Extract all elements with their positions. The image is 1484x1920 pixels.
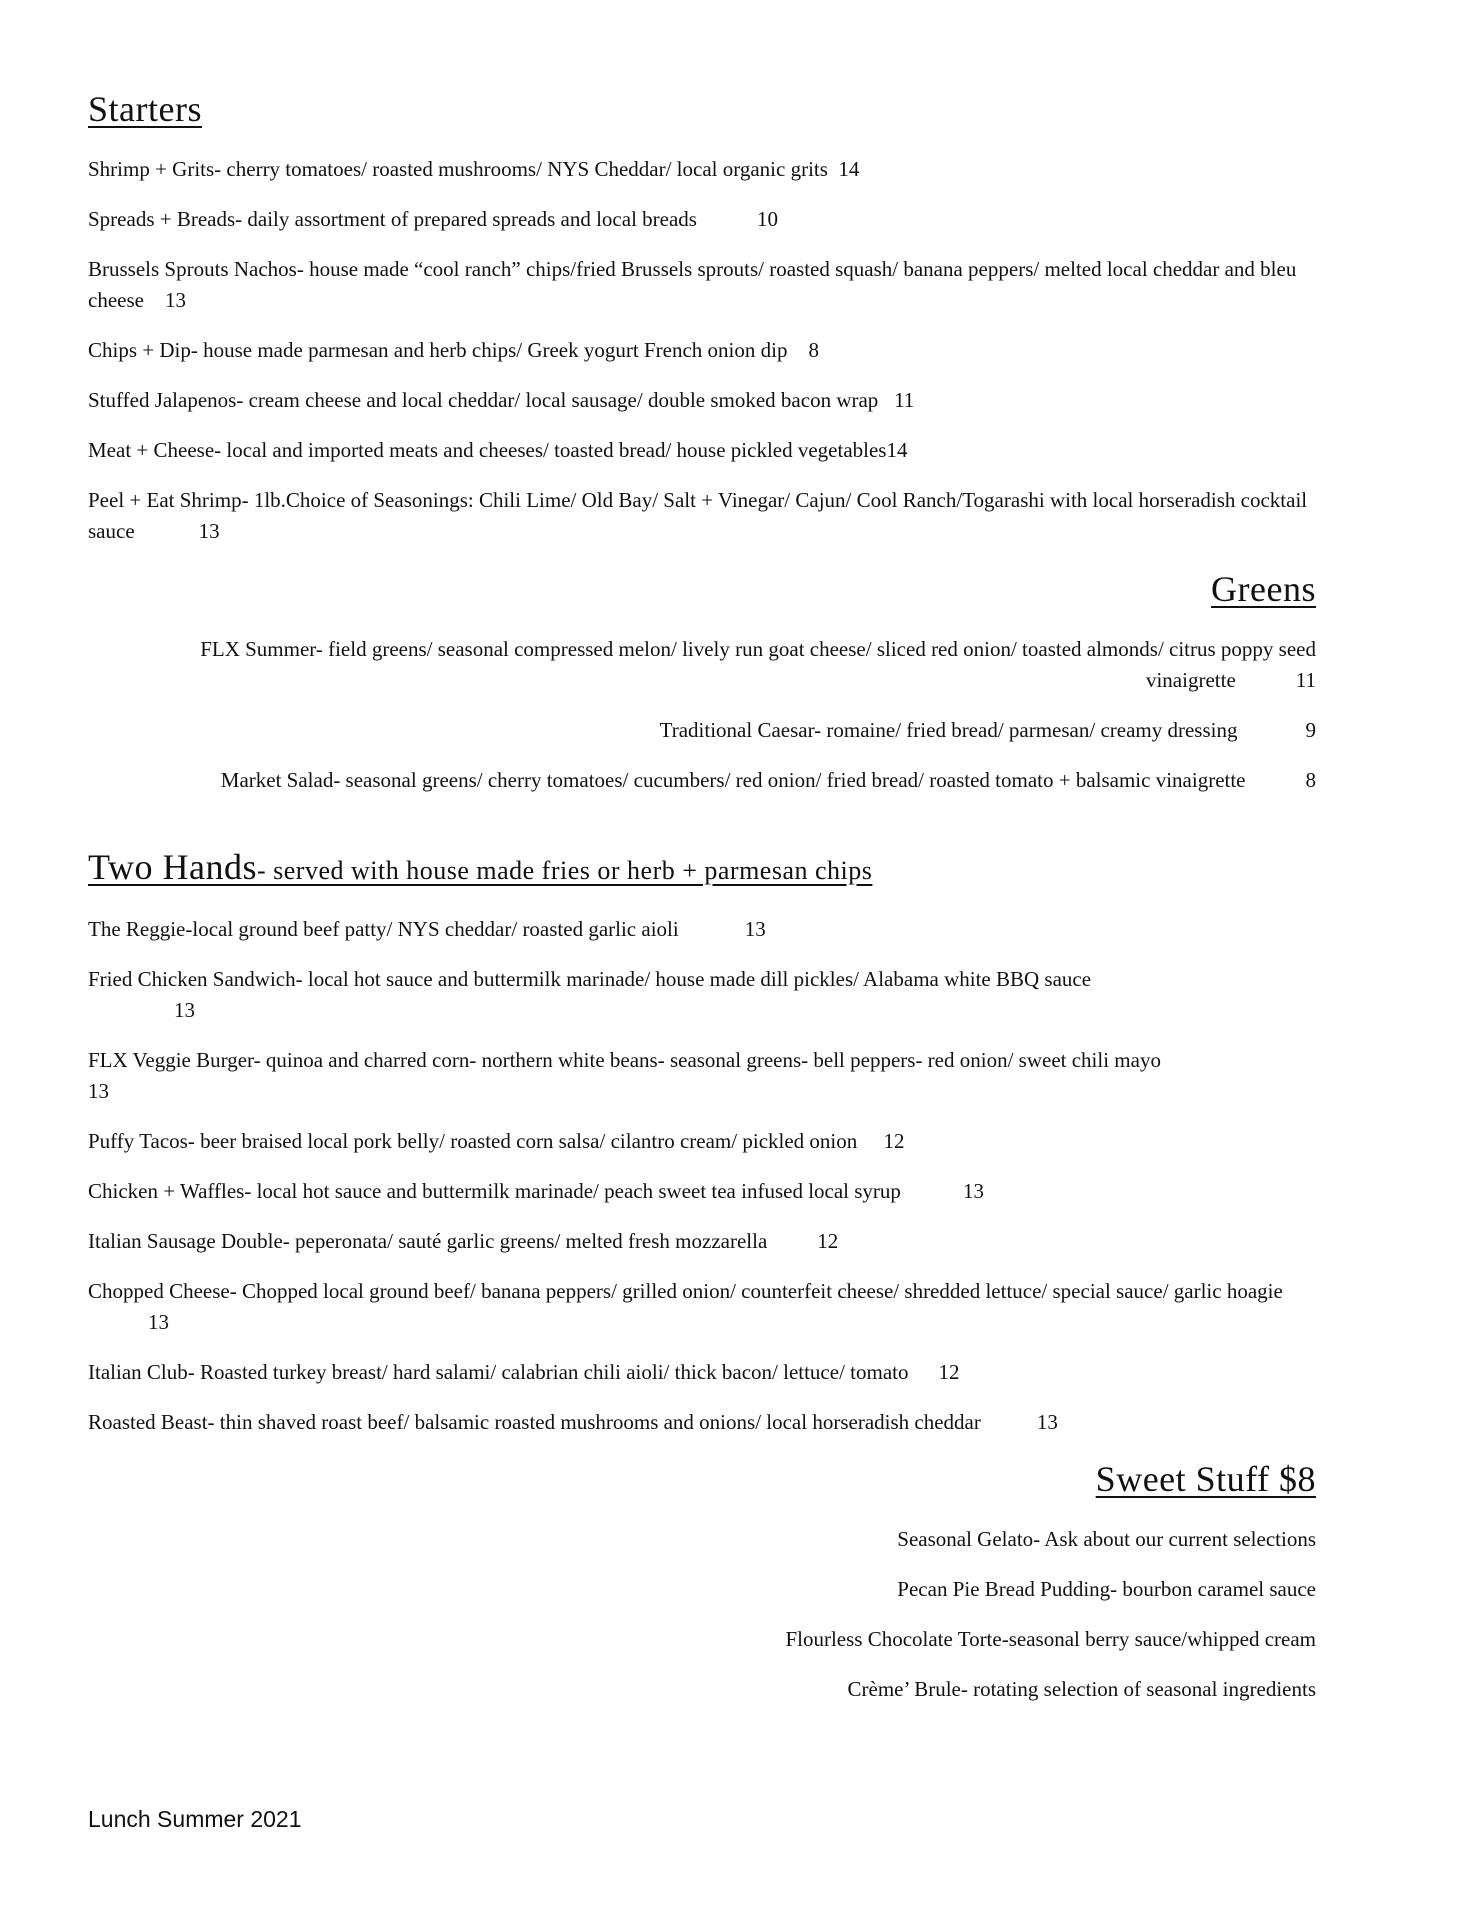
- menu-item: Brussels Sprouts Nachos- house made “cool ranch” chips/fried Brussels sprouts/ roasted squash/ banana peppers/ melted local cheddar and bleu cheese 13: [88, 254, 1316, 316]
- menu-item: Chips + Dip- house made parmesan and herb chips/ Greek yogurt French onion dip 8: [88, 335, 1316, 366]
- greens-list: [88, 634, 1316, 796]
- menu-item: Italian Sausage Double- peperonata/ sauté garlic greens/ melted fresh mozzarella 12: [88, 1226, 1316, 1257]
- menu-item: FLX Summer- field greens/ seasonal compressed melon/ lively run goat cheese/ sliced red onion/ toasted almonds/ citrus poppy seed vinaigrette 11: [88, 634, 1316, 696]
- menu-item: Italian Club- Roasted turkey breast/ hard salami/ calabrian chili aioli/ thick bacon/ lettuce/ tomato 12: [88, 1357, 1316, 1388]
- item-price: 9: [1305, 718, 1316, 742]
- item-price: 12: [817, 1229, 839, 1253]
- item-price: 14: [886, 438, 908, 462]
- menu-item: Fried Chicken Sandwich- local hot sauce and buttermilk marinade/ house made dill pickles/ Alabama white BBQ sauce 13: [88, 964, 1316, 1026]
- item-price: 13: [198, 519, 220, 543]
- item-price: 14: [838, 157, 860, 181]
- menu-item: Chicken + Waffles- local hot sauce and buttermilk marinade/ peach sweet tea infused local syrup 13: [88, 1176, 1316, 1207]
- item-price: 12: [938, 1360, 960, 1384]
- greens-heading: Greens: [1211, 569, 1316, 609]
- two-hands-list: [88, 914, 1316, 1438]
- menu-item: Puffy Tacos- beer braised local pork belly/ roasted corn salsa/ cilantro cream/ pickled onion 12: [88, 1126, 1316, 1157]
- item-price: 8: [1305, 768, 1316, 792]
- menu-page: [88, 0, 1316, 1920]
- menu-item: Stuffed Jalapenos- cream cheese and local cheddar/ local sausage/ double smoked bacon wrap 11: [88, 385, 1316, 416]
- item-price: 12: [883, 1129, 905, 1153]
- menu-item: Crème’ Brule- rotating selection of seasonal ingredients: [847, 1677, 1316, 1701]
- menu-item: Pecan Pie Bread Pudding- bourbon caramel sauce: [897, 1577, 1316, 1601]
- sweet-stuff-heading: Sweet Stuff $8: [1095, 1459, 1316, 1499]
- two-hands-subtitle: - served with house made fries or herb + parmesan chips: [256, 856, 873, 885]
- item-price: 10: [756, 207, 778, 231]
- menu-footer: Lunch Summer 2021: [88, 1806, 302, 1832]
- item-price: 11: [894, 388, 915, 412]
- starters-list: [88, 154, 1316, 547]
- item-price: 13: [1036, 1410, 1058, 1434]
- item-price: 13: [164, 288, 186, 312]
- item-price: 13: [174, 998, 195, 1022]
- menu-item: Roasted Beast- thin shaved roast beef/ balsamic roasted mushrooms and onions/ local horseradish cheddar 13: [88, 1407, 1316, 1438]
- sweet-stuff-list: [88, 1524, 1316, 1705]
- menu-item: Shrimp + Grits- cherry tomatoes/ roasted mushrooms/ NYS Cheddar/ local organic grits 14: [88, 154, 1316, 185]
- menu-item: Meat + Cheese- local and imported meats and cheeses/ toasted bread/ house pickled vegetables14: [88, 435, 1316, 466]
- starters-heading: Starters: [88, 89, 202, 129]
- item-price: 13: [962, 1179, 984, 1203]
- item-price: 8: [808, 338, 819, 362]
- menu-item: Traditional Caesar- romaine/ fried bread/ parmesan/ creamy dressing 9: [88, 715, 1316, 746]
- menu-item: FLX Veggie Burger- quinoa and charred corn- northern white beans- seasonal greens- bell peppers- red onion/ sweet chili mayo13: [88, 1045, 1316, 1107]
- item-price: 13: [744, 917, 766, 941]
- menu-item: The Reggie-local ground beef patty/ NYS cheddar/ roasted garlic aioli 13: [88, 914, 1316, 945]
- menu-item: Spreads + Breads- daily assortment of prepared spreads and local breads 10: [88, 204, 1316, 235]
- item-price: 11: [1295, 668, 1316, 692]
- menu-item: Peel + Eat Shrimp- 1lb.Choice of Seasonings: Chili Lime/ Old Bay/ Salt + Vinegar/ Cajun/ Cool Ranch/Togarashi with local horseradish cocktail sauce 13: [88, 485, 1316, 547]
- item-price: 13: [148, 1310, 169, 1334]
- menu-item: Flourless Chocolate Torte-seasonal berry sauce/whipped cream: [785, 1627, 1316, 1651]
- menu-item: Seasonal Gelato- Ask about our current selections: [897, 1527, 1316, 1551]
- menu-item: Market Salad- seasonal greens/ cherry tomatoes/ cucumbers/ red onion/ fried bread/ roasted tomato + balsamic vinaigrette 8: [88, 765, 1316, 796]
- menu-item: Chopped Cheese- Chopped local ground beef/ banana peppers/ grilled onion/ counterfeit cheese/ shredded lettuce/ special sauce/ garlic hoagie13: [88, 1276, 1316, 1338]
- item-price: 13: [88, 1079, 109, 1103]
- two-hands-heading: Two Hands- served with house made fries or herb + parmesan chips: [88, 847, 873, 887]
